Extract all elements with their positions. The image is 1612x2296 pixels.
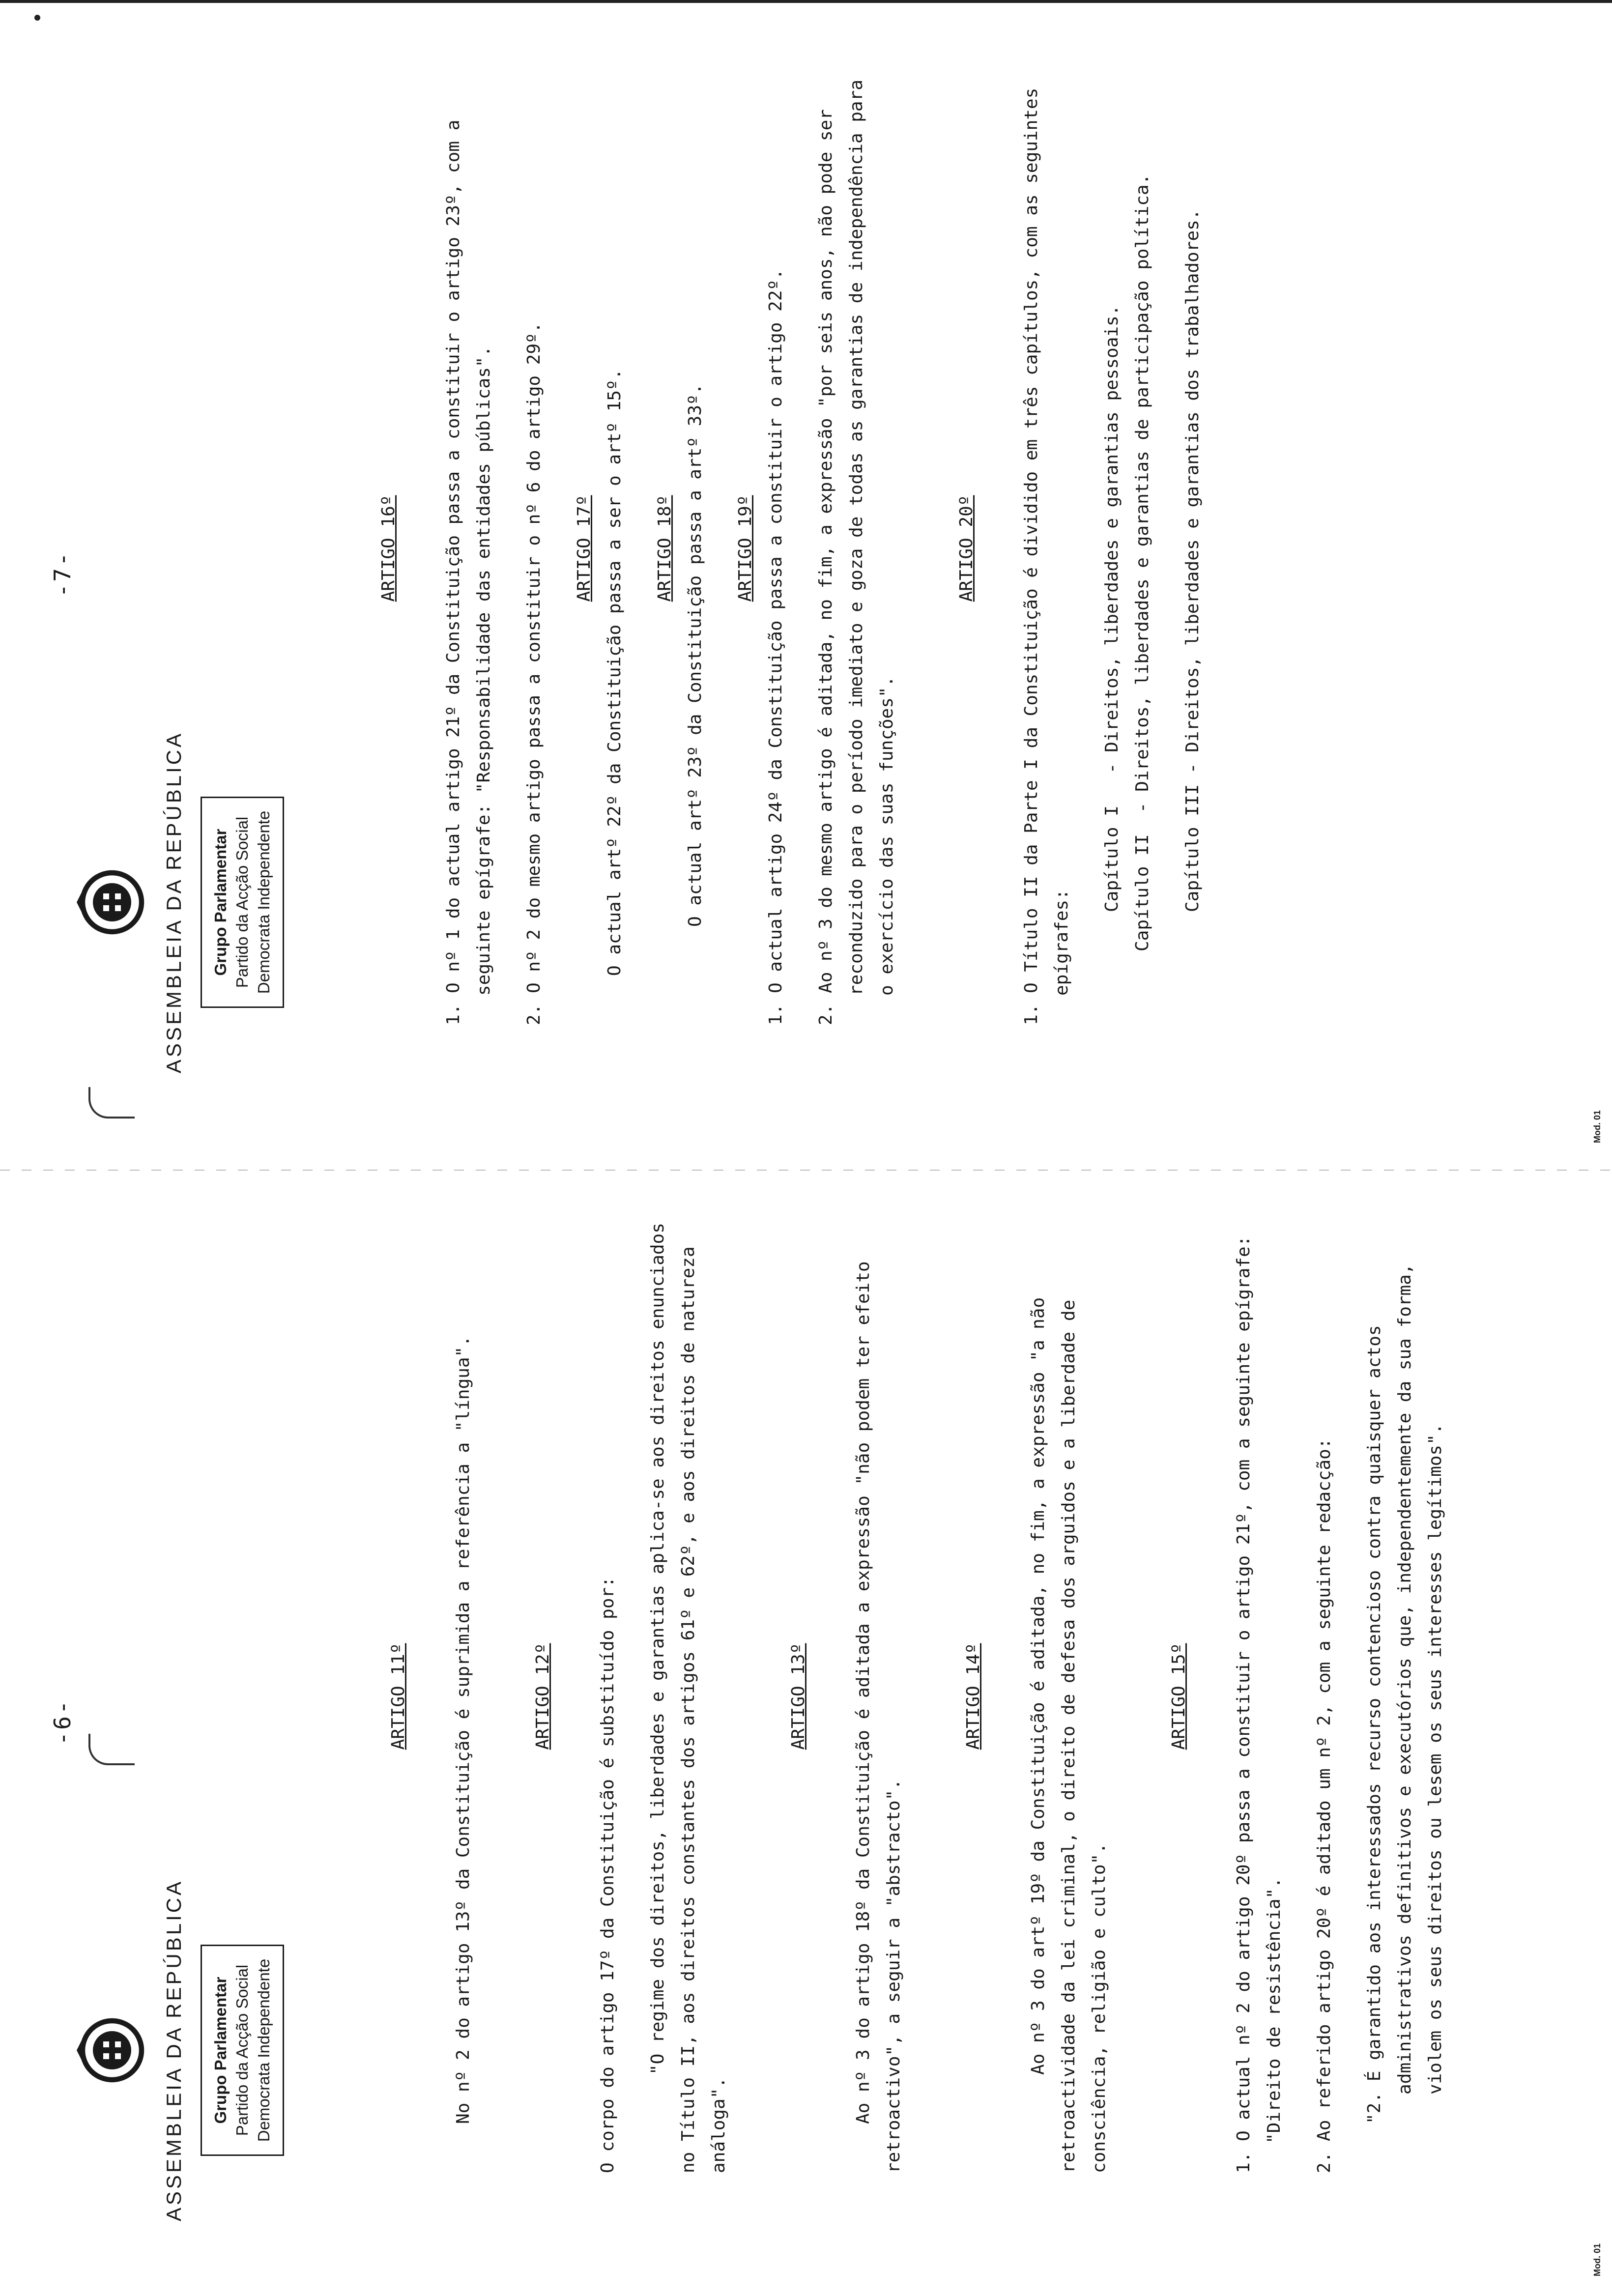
article-20-heading: ARTIGO 20º [956,495,977,602]
scan-mark [88,1087,135,1119]
box-line-3: Democrata Independente [255,1958,273,2142]
box-line-1: Grupo Parlamentar [211,1977,230,2124]
article-11-text: No nº 2 do artigo 13º da Constituição é suprimida a referência a "língua". [453,1336,473,2124]
article-19-heading: ARTIGO 19º [735,495,755,602]
chapter-2: Capítulo II - Direitos, liberdades e garantias de participação política. [1132,173,1152,951]
article-15-item-2: 2. Ao referido artigo 20º é aditado um nº 2, com a seguinte redacção: [1314,1438,1334,2173]
form-code: Mod. 01 [1592,2243,1602,2276]
article-12-heading: ARTIGO 12º [533,1643,553,1750]
article-14-heading: ARTIGO 14º [963,1643,983,1750]
coat-of-arms-icon [74,865,147,939]
letterhead [74,1864,284,2237]
coat-of-arms-icon [74,2013,147,2087]
parliamentary-group-box [201,1945,284,2156]
page-number: -6- [49,1698,76,1746]
article-15-quote: "2. É garantido aos interessados recurso contencioso contra quaisquer actos administrativos definitivos e executórios que, independentemente da sua forma, violem os seus direitos ou lesem os seus interesses legítimos". [1364,1253,1445,2124]
box-line-1: Grupo Parlamentar [211,829,230,976]
article-16-item-1: 1. O nº 1 do actual artigo 21º da Constituição passa a constituir o artigo 23º, com a seguinte epígrafe: "Responsabilidade das entidades públicas". [443,109,494,1025]
article-19-item-2: 2. Ao nº 3 do mesmo artigo é aditada, no fim, a expressão "por seis anos, não pode ser reconduzido para o período imediato e goza de todas as garantias de independência para o exercício das suas funções". [816,69,897,1025]
institution-title: ASSEMBLEIA DA REPÚBLICA [162,1879,185,2222]
article-13-heading: ARTIGO 13º [788,1643,808,1750]
box-line-3: Democrata Independente [255,810,273,994]
page-6-body [383,1212,1451,2173]
article-13-text: Ao nº 3 do artigo 18º da Constituição é aditada a expressão "não podem ter efeito retroactivo", a seguir a "abstracto". [853,1250,904,2173]
box-line-2: Partido da Acção Social [233,816,251,988]
article-12-quote: "O regime dos direitos, liberdades e garantias aplica-se aos direitos enunciados no Título II, aos direitos constantes dos artigos 61º e 62º, e aos direitos de natureza análoga". [648,1212,729,2173]
punch-hole-mark [34,15,40,21]
chapter-3: Capítulo III - Direitos, liberdades e garantias dos trabalhadores. [1182,209,1203,912]
article-15-item-1: 1. O actual nº 2 do artigo 20º passa a constituir o artigo 21º, com a seguinte epígrafe: "Direito de resistência". [1234,1225,1284,2173]
article-16-item-2: 2. O nº 2 do mesmo artigo passa a constituir o nº 6 do artigo 29º. [524,322,544,1025]
article-20-item-1: 1. O Título II da Parte I da Constituição é dividido em três capítulos, com as seguintes epígrafes: [1021,77,1072,1025]
article-11-heading: ARTIGO 11º [388,1643,408,1750]
article-18-heading: ARTIGO 18º [655,495,675,602]
letterhead [74,716,284,1089]
article-14-text: Ao nº 3 do artº 19º da Constituição é aditada, no fim, a expressão "a não retroactividade da lei criminal, o direito de defesa dos arguidos e a liberdade de consciência, religião e culto". [1028,1287,1109,2173]
article-15-heading: ARTIGO 15º [1169,1643,1189,1750]
article-16-heading: ARTIGO 16º [378,495,399,602]
page-edge [0,0,1612,3]
chapter-1: Capítulo I - Direitos, liberdades e garantias pessoais. [1102,305,1122,912]
scan-mark [88,1734,135,1765]
page-number: -7- [49,550,76,598]
article-19-item-1: 1. O actual artigo 24º da Constituição passa a constituir o artigo 22º. [766,269,786,1025]
article-18-text: O actual artº 23º da Constituição passa a artº 33º. [685,383,705,927]
article-17-heading: ARTIGO 17º [574,495,594,602]
institution-title: ASSEMBLEIA DA REPÚBLICA [162,731,185,1074]
page-7-body [374,69,1208,1025]
parliamentary-group-box [201,797,284,1008]
article-12-intro: O corpo do artigo 17º da Constituição é substituído por: [598,1577,618,2173]
box-line-2: Partido da Acção Social [233,1964,251,2136]
page-6 [0,1148,1612,2296]
form-code: Mod. 01 [1592,1110,1602,1143]
fold-line [0,1170,1612,1171]
article-17-text: O actual artº 22º da Constituição passa a ser o artº 15º. [604,369,625,976]
